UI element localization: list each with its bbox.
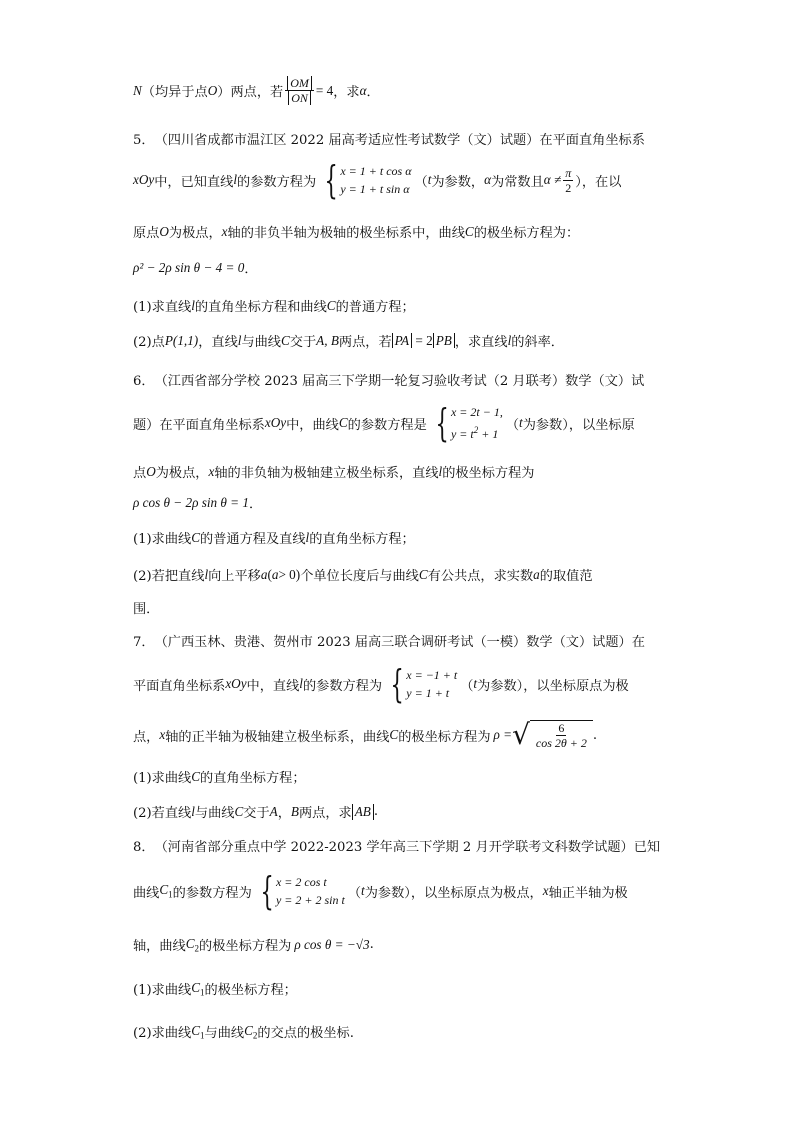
- text: 为参数），以坐标原: [522, 417, 635, 433]
- q7-part1: (1)求曲线 C 的直角坐标方程；: [133, 768, 306, 786]
- math-t: t: [427, 172, 432, 187]
- math-xOy: xOy: [133, 172, 155, 187]
- text: 的参数方程为: [172, 885, 252, 901]
- text: (2)若把直线: [133, 569, 205, 584]
- q5-line3: [133, 222, 579, 241]
- text: 的参数方程为: [237, 174, 317, 190]
- question-source: （江西省部分学校 2023 届高三下学期一轮复习验收考试（2 月联考）数学（文）试: [154, 374, 645, 389]
- text: 围．: [133, 602, 160, 617]
- text: （: [505, 417, 520, 433]
- math-N: N: [133, 82, 142, 98]
- question-number: 7．: [133, 635, 155, 650]
- text: 点，: [133, 729, 160, 745]
- question-source: （四川省成都市温江区 2022 届高考适应性考试数学（文）试题）在平面直角坐标系: [154, 133, 645, 148]
- math-O: O: [159, 223, 169, 239]
- text: 与曲线: [194, 806, 235, 821]
- q5-line1: [133, 129, 645, 148]
- polar-equation: ρ² − 2ρ sin θ − 4 = 0: [133, 259, 245, 275]
- q8-line2: 曲线 $C_1$ 的参数方程为 { x = 2 cos t y = 2 + 2 sin t （ t 为参数），以坐标原点为极点， x 轴正半轴为极: [133, 869, 628, 913]
- param-system: { x = 2t − 1, $y = t^2 + 1$: [435, 401, 503, 445]
- text: ，直线: [198, 335, 238, 350]
- text: 为极点，: [155, 466, 209, 481]
- question-number: 8．: [133, 840, 155, 855]
- text: 的斜率．: [511, 335, 564, 350]
- sqrt-expression: √ $\frac{6}{\cos 2\theta + 2}$: [512, 720, 593, 750]
- q5-part1: (1)求直线 l 的直角坐标方程和曲线 C 的普通方程；: [133, 297, 415, 315]
- text: ），在以: [575, 174, 622, 190]
- q6-part2: (2)若把直线 l 向上平移 a ( a > 0) 个单位长度后与曲线 C 有公共点，求实数 a 的取值范: [133, 566, 593, 584]
- text: 轴的非负半轴为极轴的极坐标系中，曲线: [227, 226, 465, 241]
- math-alpha: α: [484, 172, 492, 187]
- q6-line2: 题）在平面直角坐标系 xOy 中，曲线 C 的参数方程是 { x = 2t − 1, $y = t^2 + 1$ （ t 为参数），以坐标原: [133, 401, 635, 445]
- text: 为参数），以坐标原点为极点，: [364, 885, 543, 901]
- text: (1)求曲线: [133, 532, 192, 547]
- param-system: { x = 1 + t cos α y = 1 + t sin α: [324, 158, 412, 202]
- q7-line2: 平面直角坐标系 xOy 中，直线 l 的参数方程为 { x = −1 + t y = 1 + t （ t 为参数），以坐标原点为极: [133, 662, 629, 706]
- text: 轴正半轴为极: [548, 885, 628, 901]
- text: 的普通方程及直线: [200, 532, 306, 547]
- q6-line1: [133, 370, 644, 389]
- q8-part2: (2)求曲线 $C_1$ 与曲线 $C_2$ 的交点的极坐标.: [133, 1022, 354, 1041]
- q7-part2: (2)若直线 l 与曲线 C 交于 A ， B 两点，求 AB .: [133, 803, 379, 821]
- text: (2)点: [133, 335, 165, 350]
- math-alpha-ne: α ≠: [543, 172, 562, 187]
- q8-line3: 轴，曲线 $C_2$ 的极坐标方程为 ρ cos θ = −√3 .: [133, 935, 374, 954]
- q7-line3: 点， x 轴的正半轴为极轴建立极坐标系，曲线 C 的极坐标方程为 ρ = √ $\frac{6}{\cos 2\theta + 2}$ .: [133, 718, 598, 751]
- text: （: [347, 885, 362, 901]
- math-x: x: [221, 223, 228, 239]
- polar-equation: ρ cos θ − 2ρ sin θ = 1: [133, 494, 249, 510]
- text: ，求: [333, 85, 360, 100]
- text: 点: [133, 466, 147, 481]
- text: 平面直角坐标系: [133, 678, 226, 694]
- text: （: [460, 678, 474, 694]
- text: 的普通方程；: [335, 300, 415, 315]
- math-O: O: [207, 82, 218, 98]
- text: (1)求曲线: [133, 983, 192, 998]
- text: 有公共点，求实数: [427, 569, 534, 584]
- text: 为常数且: [491, 174, 544, 190]
- text: (2)若直线: [133, 806, 192, 821]
- text: 中，已知直线: [154, 174, 234, 190]
- text: 的极坐标方程为: [199, 939, 292, 954]
- text: 轴的非负轴为极轴建立极坐标系，直线: [214, 466, 439, 481]
- q5-polar-eq: ρ² − 2ρ sin θ − 4 = 0 ．: [133, 259, 258, 277]
- math-l: l: [233, 172, 238, 187]
- ratio-fraction: $\frac{OM}{ON}$: [285, 76, 314, 105]
- q8-part1: (1)求曲线 $C_1$ 的极坐标方程；: [133, 979, 297, 998]
- math-alpha: α: [359, 82, 367, 98]
- text: 原点: [133, 226, 160, 241]
- text: (2)求曲线: [133, 1026, 192, 1041]
- text: 题）在平面直角坐标系: [133, 417, 265, 433]
- math-eq: = 4: [315, 82, 334, 98]
- q5-part2: (2)点 P(1,1) ，直线 l 与曲线 C 交于 A, B 两点，若 PA = 2 PB ，求直线 l 的斜率．: [133, 332, 564, 350]
- text: 向上平移: [208, 569, 261, 584]
- q6-polar-eq: ρ cos θ − 2ρ sin θ = 1 ．: [133, 494, 263, 512]
- text: 为参数，: [431, 174, 485, 190]
- q6-line3: 点 O 为极点， x 轴的非负轴为极轴建立极坐标系，直线 l 的极坐标方程为: [133, 463, 535, 481]
- text: 轴的正半轴为极轴建立极坐标系，曲线: [165, 729, 390, 745]
- text: （均异于点: [141, 85, 208, 100]
- text: 为极点，: [168, 226, 222, 241]
- text: (1)求直线: [133, 300, 192, 315]
- text: 交于: [243, 806, 270, 821]
- text: 与曲线: [204, 1026, 245, 1041]
- q4-tail-line: [133, 76, 380, 105]
- param-system: { x = −1 + t y = 1 + t: [390, 662, 458, 706]
- q7-line1: [133, 631, 645, 650]
- abs-condition: PA = 2 PB: [392, 333, 455, 349]
- text: ）两点，若: [217, 85, 284, 100]
- text: ，求直线: [454, 335, 508, 350]
- text: .: [373, 804, 379, 819]
- text: 轴，曲线: [133, 939, 186, 954]
- text: 两点，若: [338, 335, 392, 350]
- text: 的参数方程是: [347, 417, 427, 433]
- text: 的直角坐标方程和曲线: [194, 300, 327, 315]
- text: 中，直线: [246, 678, 300, 694]
- text: 中，曲线: [286, 417, 339, 433]
- q8-line1: [133, 836, 660, 855]
- question-number: 6．: [133, 374, 155, 389]
- pi-over-2: $\frac{\pi}{2}$: [565, 165, 572, 195]
- text: 的参数方程为: [302, 678, 383, 694]
- text: 的交点的极坐标.: [257, 1026, 354, 1041]
- text: （: [414, 174, 428, 190]
- question-source: （河南省部分重点中学 2022-2023 学年高三下学期 2 月开学联考文科数学试题）已知: [154, 840, 661, 855]
- text: (1)求曲线: [133, 771, 192, 786]
- text: 的取值范: [539, 569, 593, 584]
- text: 的直角坐标方程；: [200, 771, 306, 786]
- text: 与曲线: [241, 335, 281, 350]
- text: 的极坐标方程为: [398, 729, 491, 745]
- text: 的极坐标方程为: [442, 466, 535, 481]
- text: 交于: [289, 335, 317, 350]
- text: 曲线: [133, 885, 160, 901]
- question-number: 5．: [133, 133, 155, 148]
- point-P: P(1,1): [164, 332, 199, 348]
- text: 两点，求: [298, 806, 352, 821]
- q6-part2-cont: [133, 598, 159, 617]
- question-source: （广西玉林、贵港、贺州市 2023 届高三联合调研考试（一模）数学（文）试题）在: [154, 635, 645, 650]
- math-C: C: [464, 223, 474, 239]
- text: 为参数），以坐标原点为极: [477, 678, 629, 694]
- param-system: { x = 2 cos t y = 2 + 2 sin t: [260, 869, 345, 913]
- q6-part1: (1)求曲线 C 的普通方程及直线 l 的直角坐标方程；: [133, 529, 415, 547]
- text: ．: [366, 85, 380, 100]
- text: 的极坐标方程；: [204, 983, 297, 998]
- q5-line2: [133, 158, 622, 202]
- text: 个单位长度后与曲线: [300, 569, 419, 584]
- text: 的直角坐标方程；: [309, 532, 415, 547]
- text: 的极坐标方程为：: [473, 226, 580, 241]
